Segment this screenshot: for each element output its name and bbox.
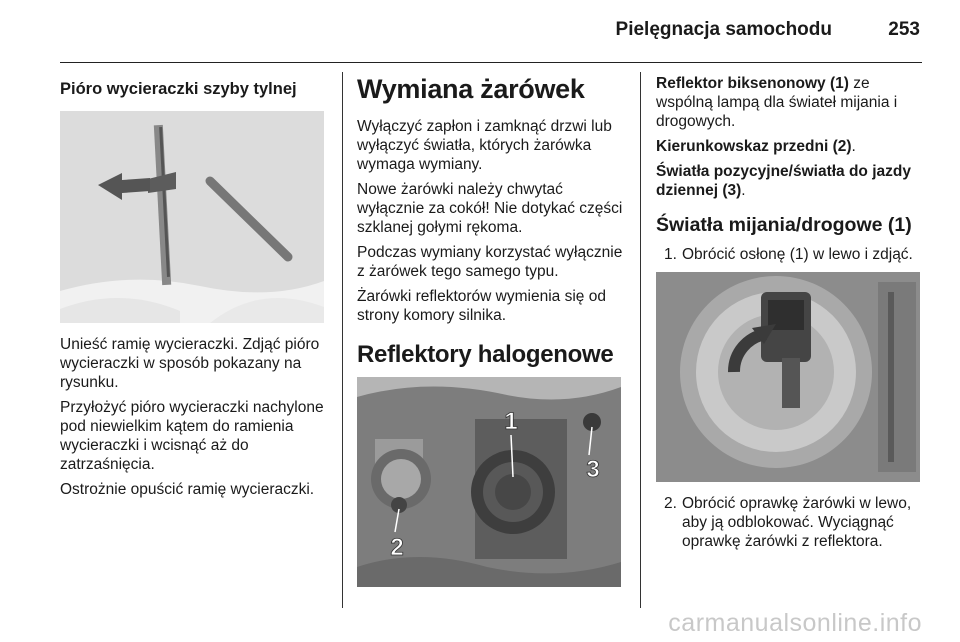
bulb-cover-figure	[656, 272, 920, 482]
bulb-para-3: Podczas wymiany korzystać wyłącznie z żarówek tego samego typu.	[357, 244, 623, 280]
steps-list-1	[656, 245, 922, 264]
callout-1: 1	[504, 408, 518, 435]
column-1	[60, 72, 330, 499]
callout-3: 3	[586, 456, 600, 483]
position-lights-item	[656, 162, 922, 200]
turn-signal-desc: .	[851, 138, 856, 155]
bulb-para-1: Wyłączyć zapłon i zamknąć drzwi lub wyłączyć światła, których żarówka wymaga wymiany.	[357, 118, 612, 173]
step-number: 2.	[664, 495, 677, 512]
step-item	[656, 494, 922, 551]
wiper-figure	[60, 111, 324, 323]
column-divider	[342, 72, 343, 608]
halogen-figure	[357, 377, 621, 587]
bulb-para-2: Nowe żarówki należy chwytać wyłącznie za cokół! Nie dotykać części szklanej gołymi rękoma.	[357, 181, 623, 236]
page-header	[60, 0, 922, 63]
turn-signal-item	[656, 137, 922, 156]
steps-list-2	[656, 494, 922, 551]
turn-signal-label: Kierunkowskaz przedni (2)	[656, 138, 852, 155]
bixenon-item	[656, 74, 922, 131]
wiper-para-2: Przyłożyć pióro wycieraczki nachylone pod niewielkim kątem do ramienia wycieraczki i wcisnąć aż do zatrzaśnięcia.	[60, 399, 324, 473]
bulb-para-4: Żarówki reflektorów wymienia się od strony komory silnika.	[357, 288, 606, 324]
step-text: Obrócić osłonę (1) w lewo i zdjąć.	[682, 246, 913, 263]
bixenon-desc: ze wspólną lampą dla świateł mijania i drogowych.	[656, 75, 898, 130]
wiper-para-1: Unieść ramię wycieraczki. Zdjąć pióro wycieraczki w sposób pokazany na rysunku.	[60, 336, 320, 391]
position-lights-desc: .	[741, 182, 746, 199]
bixenon-label: Reflektor biksenonowy (1)	[656, 75, 849, 92]
column-divider	[640, 72, 641, 608]
wiper-heading: Pióro wycieraczki szyby tylnej	[60, 80, 297, 98]
page-number: 253	[888, 19, 920, 40]
column-2	[357, 72, 625, 587]
bulb-replacement-heading: Wymiana żarówek	[357, 74, 585, 104]
low-high-beam-heading: Światła mijania/drogowe (1)	[656, 214, 912, 236]
step-item	[656, 245, 922, 264]
position-lights-label: Światła pozycyjne/światła do jazdy dziennej (3)	[656, 163, 911, 199]
callout-2: 2	[390, 534, 404, 561]
section-title: Pielęgnacja samochodu	[615, 19, 832, 40]
wiper-para-3: Ostrożnie opuścić ramię wycieraczki.	[60, 481, 315, 498]
halogen-heading: Reflektory halogenowe	[357, 341, 614, 368]
step-text: Obrócić oprawkę żarówki w lewo, aby ją odblokować. Wyciągnąć oprawkę żarówki z reflektora.	[682, 495, 912, 550]
column-3	[656, 72, 922, 551]
step-number: 1.	[664, 246, 677, 263]
watermark: carmanualsonline.info	[668, 609, 922, 637]
